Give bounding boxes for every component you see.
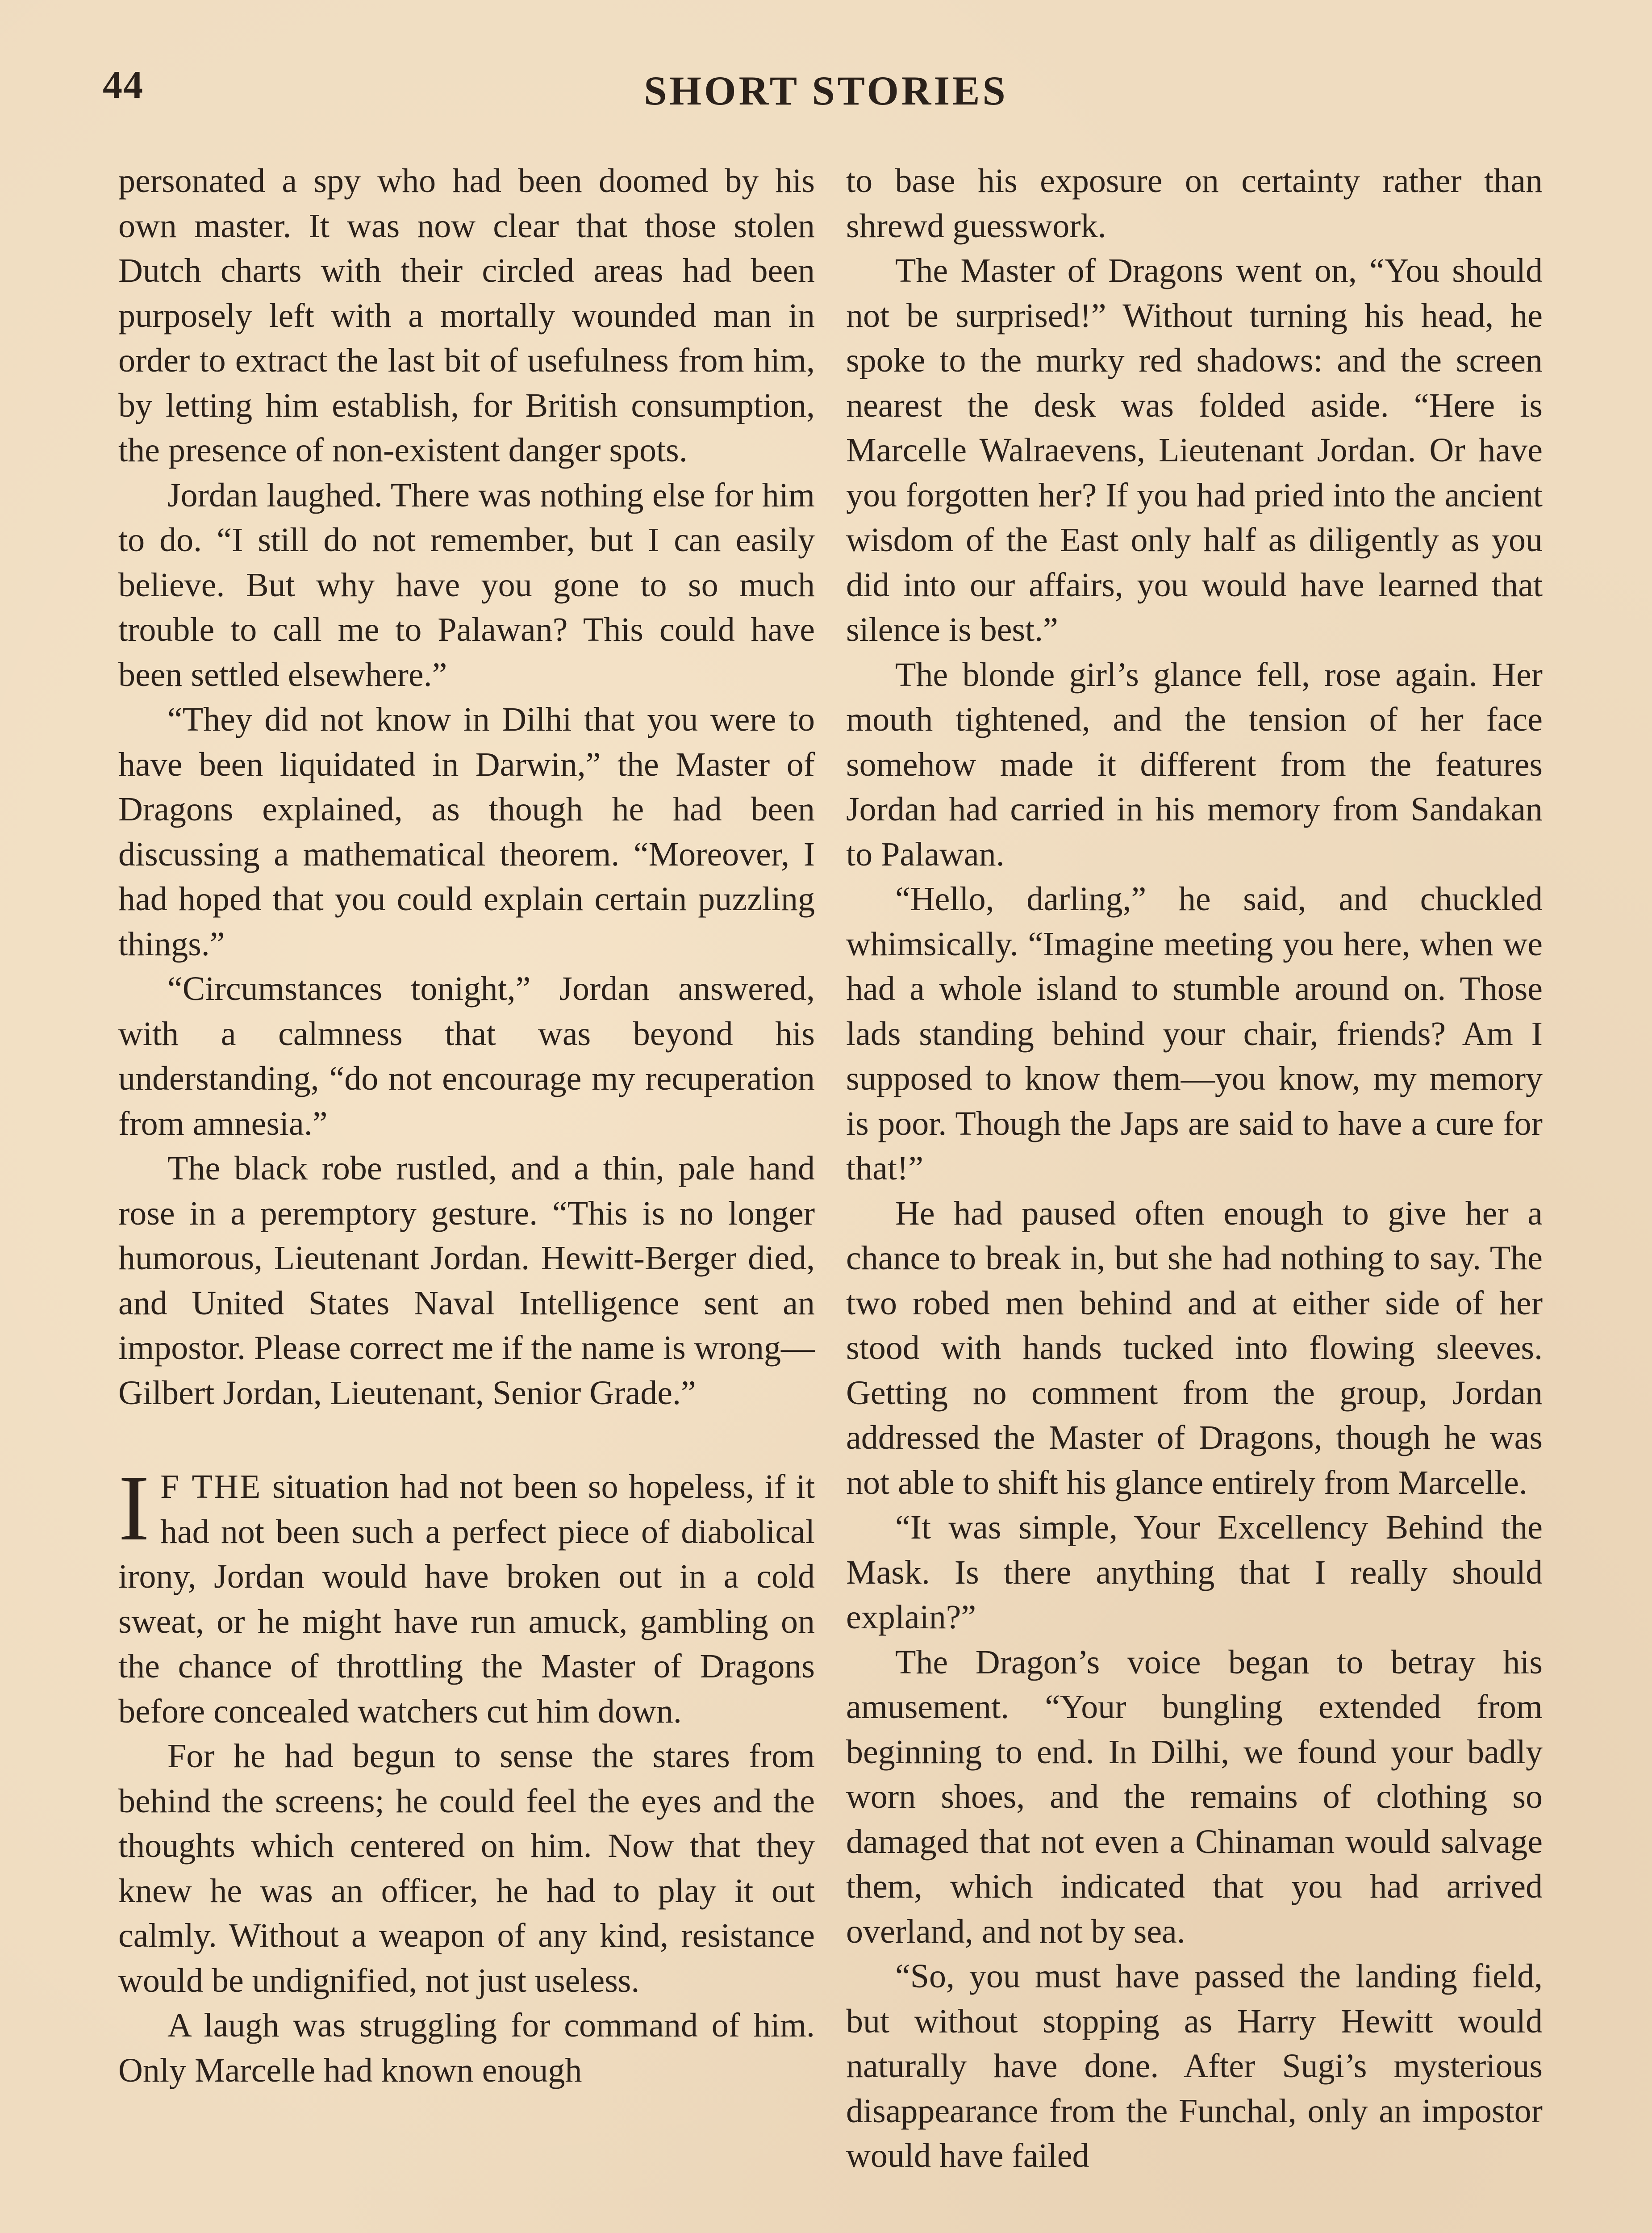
paragraph: Jordan laughed. There was nothing else for him to do. “I still do not remember, but I can easily believe. But why have you gone to so much trouble to call me to Palawan? This could have been settled elsewhere.” (118, 476, 815, 694)
paragraph: “Hello, darling,” he said, and chuckled whimsically. “Imagine meeting you here, when we had a whole island to stumble around on. Those lads standing behind your chair, friends? Am I supposed to know them—you know, my memory is poor. Though the Japs are said to have a cure for that!” (846, 880, 1543, 1187)
paragraph: The black robe rustled, and a thin, pale hand rose in a peremptory gesture. “This is no longer humorous, Lieutenant Jordan. Hewitt-Berger died, and United States Naval Intelligence sent an impostor. Please correct me if the name is wrong—Gilbert Jordan, Lieutenant, Senior Grade.” (118, 1150, 815, 1412)
running-title: SHORT STORIES (644, 68, 1008, 113)
paragraph: The Dragon’s voice began to betray his amusement. “Your bungling extended from beginning to end. In Dilhi, we found your badly worn shoes, and the remains of clothing so damaged that not even a Chinaman would salvage them, which indicated that you had arrived overland, and not by sea. (846, 1643, 1543, 1950)
paragraph: The Master of Dragons went on, “You should not be surprised!” Without turning his head, he spoke to the murky red shadows: and the screen nearest the desk was folded aside. “Here is Marcelle Walraevens, Lieutenant Jordan. Or have you forgotten her? If you had pried into the ancient wisdom of the East only half as diligently as you did into our affairs, you would have learned that silence is best.” (846, 252, 1543, 648)
drop-cap: I (118, 1456, 150, 1560)
lead-caps: F THE (160, 1468, 262, 1505)
paragraph: to base his exposure on certainty rather than shrewd guesswork. (846, 162, 1543, 245)
paragraph: He had paused often enough to give her a chance to break in, but she had nothing to say. The two robed men behind and at either side of her stood with hands tucked into flowing sleeves. Getting no comment from the group, Jordan addressed the Master of Dragons, though he was not able to shift his glance entirely from Marcelle. (846, 1194, 1543, 1501)
paragraph: “It was simple, Your Excellency Behind the Mask. Is there anything that I really should explain?” (846, 1509, 1543, 1636)
paragraph: The blonde girl’s glance fell, rose again. Her mouth tightened, and the tension of her face somehow made it different from the features Jordan had carried in his memory from Sandakan to Palawan. (846, 656, 1543, 873)
page-number: 44 (103, 63, 144, 107)
paragraph: “Circumstances tonight,” Jordan answered, with a calmness that was beyond his understanding, “do not encourage my recuperation from amnesia.” (118, 970, 815, 1142)
paragraph: “They did not know in Dilhi that you were to have been liquidated in Darwin,” the Master of Dragons explained, as though he had been discussing a mathematical theorem. “Moreover, I had hoped that you could explain certain puzzling things.” (118, 701, 815, 963)
section-opening-paragraph (118, 1456, 815, 1734)
lead-text: situation had not been so hopeless, if it had not been such a perfect piece of diabolical irony, Jordan would have broken out in a cold sweat, or he might have run amuck, gambling on the chance of throttling the Master of Dragons before concealed watchers cut him down. (118, 1468, 815, 1730)
paragraph: “So, you must have passed the landing field, but without stopping as Harry Hewitt would naturally have done. After Sugi’s mysterious disappearance from the Funchal, only an impostor would have failed (846, 1957, 1543, 2174)
right-column (846, 159, 1543, 2179)
paragraph: personated a spy who had been doomed by his own master. It was now clear that those stolen Dutch charts with their circled areas had been purposely left with a mortally wounded man in order to extract the last bit of usefulness from him, by letting him establish, for British consumption, the presence of non-existent danger spots. (118, 162, 815, 469)
paragraph: A laugh was struggling for command of him. Only Marcelle had known enough (118, 2007, 815, 2089)
paragraph: For he had begun to sense the stares from behind the screens; he could feel the eyes and the thoughts which centered on him. Now that they knew he was an officer, he had to play it out calmly. Without a weapon of any kind, resistance would be undignified, not just useless. (118, 1737, 815, 1999)
left-column (118, 159, 815, 2093)
